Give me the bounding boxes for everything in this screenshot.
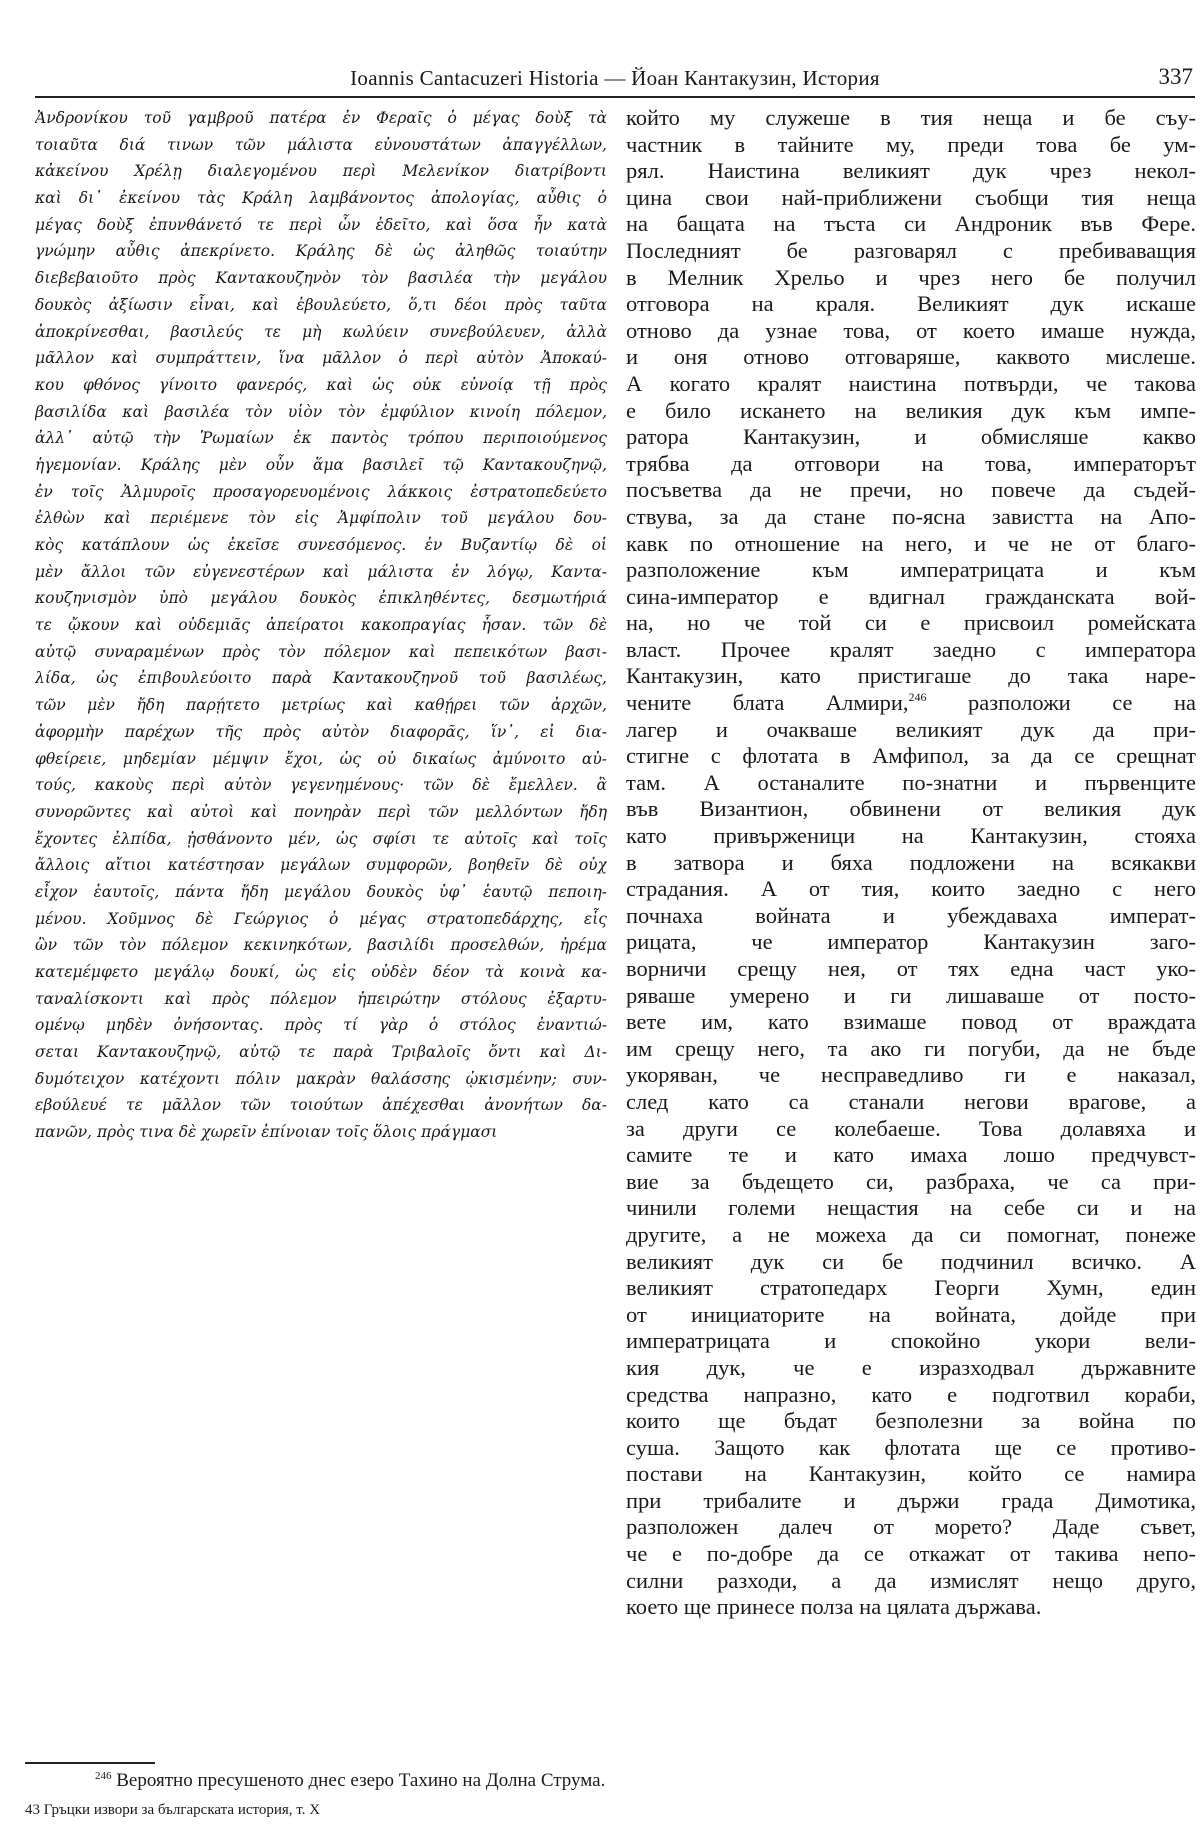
greek-line: τῶν μὲν ἤδη παρῄτετο μετρίως καὶ καθῄρει τῶν ἀρχῶν, xyxy=(35,696,607,715)
line-text: другите, а не можеха да си помогнат, понеже xyxy=(626,1221,1196,1247)
translation-line xyxy=(626,850,1196,877)
line-text: в Мелник Хрельо и чрез него бе получил xyxy=(626,264,1196,290)
line-text: които ще бъдат безполезни за война по xyxy=(626,1408,1196,1434)
greek-line: εἶχον ἑαυτοῖς, πάντα ἤδη μεγάλου δουκὸς ὑφ᾿ ἑαυτῷ πεποιη- xyxy=(35,882,607,901)
line-text: за други се колебаеше. Това долавяха и xyxy=(626,1115,1196,1141)
translation-line xyxy=(626,1142,1196,1169)
line-text: отговора на краля. Великият дук искаше xyxy=(626,291,1196,317)
translation-line xyxy=(626,398,1196,425)
translation-line xyxy=(626,1514,1196,1541)
greek-text-column xyxy=(35,105,607,1146)
translation-line xyxy=(626,1594,1196,1621)
line-text: ратора Кантакузин, и обмисляше какво xyxy=(626,424,1196,450)
greek-line: δυμότειχον κατέχοντι πόλιν μακρὰν θαλάσσης ᾠκισμένην; συν- xyxy=(35,1069,607,1088)
translation-line xyxy=(626,1488,1196,1515)
greek-line: μᾶλλον καὶ συμπράττειν, ἵνα μᾶλλον ὁ περὶ αὐτὸν Ἀποκαύ- xyxy=(35,349,607,368)
greek-line: ἡγεμονίαν. Κράλης μὲν οὖν ἅμα βασιλεῖ τῷ Καντακουζηνῷ, xyxy=(35,455,607,474)
translation-line xyxy=(626,371,1196,398)
greek-line: ἔχοντες ἐλπίδα, ᾐσθάνοντο μέν, ὡς σφίσι τε αὐτοῖς καὶ τοῖς xyxy=(35,829,607,848)
translation-line xyxy=(626,663,1196,690)
line-text: власт. Прочее кралят заедно с императора xyxy=(626,636,1196,662)
translation-line xyxy=(626,291,1196,318)
printer-signature: 43 Гръцки извори за българската история, т. X xyxy=(25,1802,321,1818)
greek-line: σεται Καντακουζηνῷ, αὐτῷ τε παρὰ Τριβαλοῖς ὄντι καὶ Δι- xyxy=(35,1043,607,1062)
line-text: стигне с флотата в Амфипол, за да се срещнат xyxy=(626,743,1196,769)
greek-line: ὢν τῶν τὸν πόλεμον κεκινηκότων, βασιλίδι προσελθών, ἠρέμα xyxy=(35,936,607,955)
translation-line xyxy=(626,823,1196,850)
translation-line xyxy=(626,796,1196,823)
greek-line: ομένῳ μηδὲν ὀνήσοντας. πρὸς τί γὰρ ὁ στόλος ἐναντιώ- xyxy=(35,1016,607,1035)
translation-line xyxy=(626,876,1196,903)
line-text: чените блата Алмири, xyxy=(626,690,909,716)
running-header xyxy=(35,62,1195,98)
greek-line: τε ᾤκουν καὶ οὐδεμιᾶς ἀπείρατοι κακοπραγίας ἦσαν. τῶν δὲ xyxy=(35,616,607,635)
line-text: трябва да отговори на това, императорът xyxy=(626,450,1196,476)
translation-line xyxy=(626,1541,1196,1568)
translation-line xyxy=(626,1009,1196,1036)
line-text: като привърженици на Кантакузин, стояха xyxy=(626,823,1196,849)
translation-line xyxy=(626,1302,1196,1329)
greek-line: κουζηνισμὸν ὑπὸ μεγάλου δουκὸς ἐπικληθέντες, δεσμωτήριά xyxy=(35,589,607,608)
translation-line xyxy=(626,929,1196,956)
footnote-ref[interactable]: 246 xyxy=(908,690,927,705)
line-text-continued: разположи се на xyxy=(926,690,1196,716)
translation-line xyxy=(626,1568,1196,1595)
line-text: самите те и като имаха лошо предчувст- xyxy=(626,1142,1196,1168)
greek-line: συνορῶντες καὶ αὐτοὶ καὶ πονηρὰν περὶ τῶν μελλόντων ἤδη xyxy=(35,802,607,821)
line-text: им срещу него, та ако ги погуби, да не бъде xyxy=(626,1035,1196,1061)
translation-line xyxy=(626,1036,1196,1063)
translation-line xyxy=(626,1195,1196,1222)
line-text: на бащата на тъста си Андроник във Фере. xyxy=(626,211,1196,237)
line-text: отново да узнае това, от което имаше нужда, xyxy=(626,317,1196,343)
translation-line xyxy=(626,238,1196,265)
line-text: ряваше умерено и ги лишаваше от посто- xyxy=(626,982,1196,1008)
translation-line xyxy=(626,1382,1196,1409)
line-text: в затвора и бяха подложени на всякакви xyxy=(626,849,1196,875)
translation-line xyxy=(626,1435,1196,1462)
footnote-text: Вероятно пресушеното днес езеро Тахино на Долна Струма. xyxy=(116,1770,606,1791)
greek-line: καὶ δι᾿ ἐκείνου τὰς Κράλη λαμβάνοντος ἀπολογίας, αὖθις ὁ xyxy=(35,189,607,208)
translation-line xyxy=(626,105,1196,132)
translation-line xyxy=(626,318,1196,345)
greek-line: τοιαῦτα διά τινων τῶν μάλιστα εὐνουστάτων ἀπαγγέλλων, xyxy=(35,135,607,154)
line-text: разположен далеч от морето? Даде съвет, xyxy=(626,1514,1196,1540)
greek-line: πανῶν, πρὸς τινα δὲ χωρεῖν ἐπίνοιαν τοῖς ὅλοις πράγμασι xyxy=(35,1123,498,1142)
line-text: сина-император е вдигнал гражданската вой- xyxy=(626,583,1196,609)
line-text: А когато кралят наистина потвърди, че такова xyxy=(626,370,1196,396)
translation-line xyxy=(626,1062,1196,1089)
translation-line xyxy=(626,584,1196,611)
footnote-divider xyxy=(25,1762,155,1764)
translation-line xyxy=(626,1116,1196,1143)
greek-line: κὸς κατάπλουν ὡς ἐκεῖσε συνεσόμενος. ἐν Βυζαντίῳ δὲ οἱ xyxy=(35,536,607,554)
footnote xyxy=(95,1770,605,1792)
translation-line xyxy=(626,158,1196,185)
line-text: чинили големи нещастия на себе си и на xyxy=(626,1195,1196,1221)
line-text: и оня отново отговаряше, каквото мислеше. xyxy=(626,344,1196,370)
line-text: вие за бъдещето си, разбраха, че са при- xyxy=(626,1168,1196,1194)
translation-line xyxy=(626,1222,1196,1249)
translation-line xyxy=(626,211,1196,238)
line-text: посъветва да не пречи, но повече да съдей- xyxy=(626,477,1196,503)
translation-line xyxy=(626,451,1196,478)
translation-line xyxy=(626,610,1196,637)
greek-line: μένου. Χοῦμνος δὲ Γεώργιος ὁ μέγας στρατοπεδάρχης, εἷς xyxy=(35,909,607,928)
translation-line xyxy=(626,770,1196,797)
translation-line xyxy=(626,1461,1196,1488)
greek-line: κατεμέμφετο μεγάλῳ δουκί, ὡς εἰς οὐδὲν δέον τὰ κοινὰ κα- xyxy=(35,963,607,981)
line-text: цина свои най-приближени съобщи тия неща xyxy=(626,184,1196,210)
line-text: че е по-добре да се откажат от такива непо- xyxy=(626,1541,1196,1567)
greek-line: ἀλλ᾿ αὐτῷ τὴν Ῥωμαίων ἐκ παντὸς τρόπου περιποιούμενος xyxy=(35,429,607,448)
translation-line xyxy=(626,557,1196,584)
translation-line xyxy=(626,1408,1196,1435)
line-text: постави на Кантакузин, който се намира xyxy=(626,1461,1196,1487)
greek-line: διεβεβαιοῦτο πρὸς Καντακουζηνὸν τὸν βασιλέα τὴν μεγάλου xyxy=(35,269,607,288)
translation-line xyxy=(626,1089,1196,1116)
translation-line xyxy=(626,185,1196,212)
translation-line xyxy=(626,1169,1196,1196)
greek-line: αὐτῷ συναραμένων πρὸς τὸν πόλεμον καὶ πεπεικότων βασι- xyxy=(35,642,607,661)
line-text: укоряван, че несправедливо ги е наказал, xyxy=(626,1062,1196,1088)
greek-line: μέγας δοὺξ ἐπυνθάνετό τε περὶ ὧν ἐδεῖτο, καὶ ὅσα ἦν κατὰ xyxy=(35,215,607,234)
greek-line: τούς, κακοὺς περὶ αὐτὸν γεγενημένους· τῶν δὲ ἔμελλεν. ἃ xyxy=(35,776,607,795)
line-text: който му служеше в тия неща и бе съу- xyxy=(626,105,1196,130)
line-text: е било искането на великия дук към импе- xyxy=(626,397,1196,423)
translation-line xyxy=(626,956,1196,983)
greek-line: ἐν τοῖς Ἀλμυροῖς προσαγορευομένοις λάκκοις ἐστρατοπεδεύετο xyxy=(35,482,607,501)
bulgarian-translation-column xyxy=(626,105,1196,1621)
greek-line: κου φθόνος γίνοιτο φανερός, καὶ ὡς οὐκ εὐνοίᾳ τῇ πρὸς xyxy=(35,375,607,394)
greek-line: λίδα, ὡς ἐπιβουλεύοιτο παρὰ Καντακουζηνοῦ τοῦ βασιλέως, xyxy=(35,669,607,688)
greek-line: δουκὸς ἀξίωσιν εἶναι, καὶ ἐβουλεύετο, ὅ,τι δέοι πρὸς ταῦτα xyxy=(35,295,607,314)
line-text: там. А останалите по-знатни и първенците xyxy=(626,769,1196,795)
line-text: от инициаторите на войната, дойде при xyxy=(626,1301,1196,1327)
line-text: ворничи срещу нея, от тях една част уко- xyxy=(626,956,1196,981)
line-text: великият стратопедарх Георги Хумн, един xyxy=(626,1275,1196,1301)
greek-line: εβούλευέ τε μᾶλλον τῶν τοιούτων ἀπέχεσθαι ἀνονήτων δα- xyxy=(35,1096,607,1115)
translation-line xyxy=(626,717,1196,744)
line-text: великият дук си бе подчинил всичко. А xyxy=(626,1248,1196,1274)
line-text: ствува, за да стане по-ясна завистта на Апо- xyxy=(626,503,1196,529)
line-text: суша. Защото как флотата ще се противо- xyxy=(626,1434,1196,1460)
line-text: рял. Наистина великият дук чрез некол- xyxy=(626,158,1196,184)
greek-line: ἀφορμὴν παρέχων τῆς πρὸς αὐτὸν διαφορᾶς, ἵν᾿, εἰ δια- xyxy=(35,722,607,741)
line-text: рицата, че император Кантакузин заго- xyxy=(626,929,1196,955)
line-text: страдания. А от тия, които заедно с него xyxy=(626,876,1196,902)
line-text: на, но че той си е присвоил ромейската xyxy=(626,610,1196,636)
translation-line xyxy=(626,1328,1196,1355)
line-text: Кантакузин, като пристигаше до така наре- xyxy=(626,663,1196,689)
translation-line xyxy=(626,132,1196,159)
page-number: 337 xyxy=(1158,64,1193,89)
translation-line xyxy=(626,637,1196,664)
translation-line xyxy=(626,504,1196,531)
translation-line xyxy=(626,743,1196,770)
line-text: разположение към императрицата и към xyxy=(626,557,1196,583)
greek-line: Ἀνδρονίκου τοῦ γαμβροῦ πατέρα ἐν Φεραῖς ὁ μέγας δοὺξ τὰ xyxy=(35,109,607,127)
translation-line xyxy=(626,1355,1196,1382)
translation-line xyxy=(626,983,1196,1010)
line-text: почнаха войната и убеждаваха императ- xyxy=(626,902,1196,928)
translation-line xyxy=(626,690,1196,717)
translation-line xyxy=(626,531,1196,558)
line-text: лагер и очакваше великият дук да при- xyxy=(626,716,1196,742)
greek-line: μὲν ἄλλοι τῶν εὐγενεστέρων καὶ μάλιστα ἐν λόγῳ, Καντα- xyxy=(35,562,607,581)
line-text: кия дук, че е изразходвал държавните xyxy=(626,1354,1196,1380)
translation-line xyxy=(626,265,1196,292)
line-text: което ще принесе полза на цялата държава. xyxy=(626,1594,1042,1620)
translation-line xyxy=(626,1275,1196,1302)
greek-line: γνώμην αὖθις ἀπεκρίνετο. Κράλης δὲ ὡς ἀληθῶς τοιαύτην xyxy=(35,242,607,261)
line-text: вете им, като взимаше повод от враждата xyxy=(626,1009,1196,1035)
greek-line: ἀποκρίνεσθαι, βασιλεύς τε μὴ κωλύειν συνεβούλευεν, ἀλλὰ xyxy=(35,322,607,341)
translation-line xyxy=(626,424,1196,451)
greek-line: ταναλίσκοντι καὶ πρὸς πόλεμον ἠπειρώτην στόλους ἐξαρτυ- xyxy=(35,989,607,1008)
line-text: кавк по отношение на него, и че не от благо- xyxy=(626,530,1196,556)
line-text: императрицата и спокойно укори вели- xyxy=(626,1328,1196,1354)
footnote-number: 246 xyxy=(95,1770,112,1782)
line-text: след като са станали негови врагове, а xyxy=(626,1088,1196,1114)
translation-line xyxy=(626,344,1196,371)
greek-line: ἐλθὼν καὶ περιέμενε τὸν εἰς Ἀμφίπολιν τοῦ μεγάλου δου- xyxy=(35,509,607,528)
line-text: средства напразно, като е подготвил кораби, xyxy=(626,1381,1196,1407)
translation-line xyxy=(626,1249,1196,1276)
line-text: силни разходи, а да измислят нещо друго, xyxy=(626,1567,1196,1593)
translation-line xyxy=(626,903,1196,930)
translation-line xyxy=(626,477,1196,504)
greek-line: βασιλίδα καὶ βασιλέα τὸν υἱὸν τὸν ἐμφύλιον κινοίη πόλεμον, xyxy=(35,402,607,421)
line-text: при трибалите и държи града Димотика, xyxy=(626,1487,1196,1513)
greek-line: φθείρειε, μηδεμίαν μέμψιν ἔχοι, ὡς οὐ δικαίως ἀμύνοιτο αὐ- xyxy=(35,749,607,768)
line-text: Последният бе разговарял с пребиваващия xyxy=(626,237,1196,263)
greek-line: κἀκείνου Χρέλῃ διαλεγομένου περὶ Μελενίκον διατρίβοντι xyxy=(35,162,607,181)
line-text: частник в тайните му, преди това бе ум- xyxy=(626,131,1196,157)
running-title: Ioannis Cantacuzeri Historia — Йоан Кантакузин, История xyxy=(350,66,880,90)
line-text: във Византион, обвинени от великия дук xyxy=(626,796,1196,822)
greek-line: ἄλλοις αἴτιοι κατέστησαν μεγάλων συμφορῶν, βοηθεῖν δὲ οὐχ xyxy=(35,856,607,875)
